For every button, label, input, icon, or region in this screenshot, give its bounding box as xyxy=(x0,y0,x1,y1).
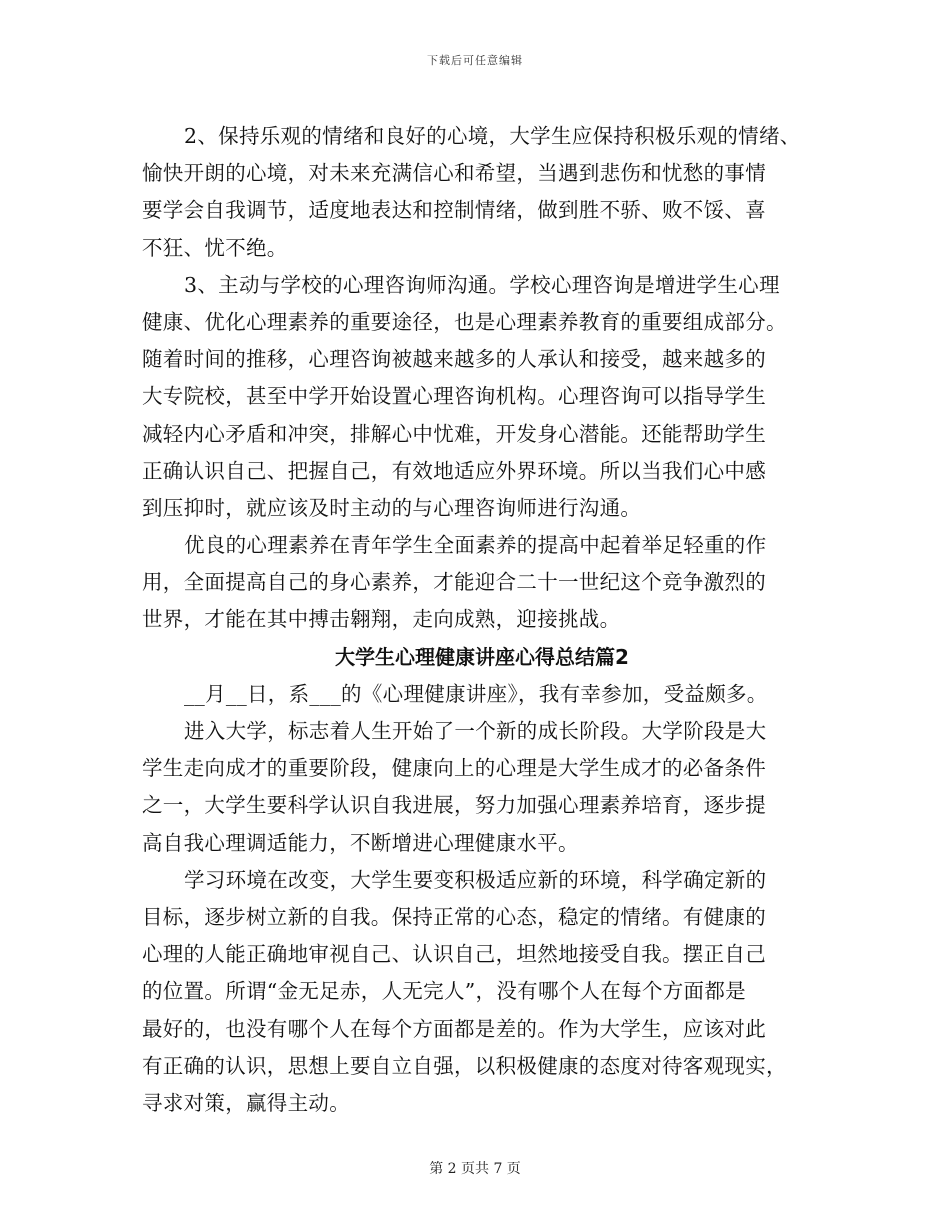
page-footer: 第 2 页共 7 页 xyxy=(429,1161,521,1177)
paragraph-line: __月__日，系___的《心理健康讲座》，我有幸参加，受益颇多。 xyxy=(184,681,768,706)
paragraph-line: 有正确的认识，思想上要自立自强，以积极健康的态度对待客观现实， xyxy=(142,1053,787,1078)
paragraph-line: 健康、优化心理素养的重要途径，也是心理素养教育的重要组成部分。 xyxy=(142,309,787,334)
paragraph-line: 学生走向成才的重要阶段，健康向上的心理是大学生成才的必备条件 xyxy=(142,756,766,781)
document-body xyxy=(142,118,822,1122)
paragraph-line: 3、主动与学校的心理咨询师沟通。学校心理咨询是增进学生心理 xyxy=(184,272,780,297)
section-title: 大学生心理健康讲座心得总结篇2 xyxy=(335,644,629,669)
paragraph-line: 寻求对策，赢得主动。 xyxy=(142,1090,350,1115)
paragraph-line: 2、保持乐观的情绪和良好的心境，大学生应保持积极乐观的情绪、 xyxy=(184,124,801,148)
paragraph-line: 最好的，也没有哪个人在每个方面都是差的。作为大学生，应该对此 xyxy=(142,1016,766,1041)
paragraph-line: 用，全面提高自己的身心素养，才能迎合二十一世纪这个竞争激烈的 xyxy=(142,570,766,595)
paragraph-line: 学习环境在改变，大学生要变积极适应新的环境，科学确定新的 xyxy=(184,867,767,892)
paragraph-line: 愉快开朗的心境，对未来充满信心和希望，当遇到悲伤和忧愁的事情 xyxy=(142,161,766,186)
page-header: 下载后可任意编辑 xyxy=(427,54,523,67)
paragraph-line: 世界，才能在其中搏击翱翔，走向成熟，迎接挑战。 xyxy=(142,607,621,632)
paragraph-line: 的位置。所谓“金无足赤，人无完人”，没有哪个人在每个方面都是 xyxy=(142,979,746,1004)
paragraph-line: 到压抑时，就应该及时主动的与心理咨询师进行沟通。 xyxy=(142,495,642,520)
paragraph-line: 不狂、忧不绝。 xyxy=(142,235,288,260)
paragraph-line: 心理的人能正确地审视自己、认识自己，坦然地接受自我。摆正自己 xyxy=(142,942,766,967)
paragraph-line: 之一，大学生要科学认识自我进展，努力加强心理素养培育，逐步提 xyxy=(142,793,766,818)
paragraph-line: 高自我心理调适能力，不断增进心理健康水平。 xyxy=(142,830,579,855)
paragraph-line: 进入大学，标志着人生开始了一个新的成长阶段。大学阶段是大 xyxy=(184,719,767,743)
paragraph-line: 要学会自我调节，适度地表达和控制情绪，做到胜不骄、败不馁、喜 xyxy=(142,198,766,223)
paragraph-line: 目标，逐步树立新的自我。保持正常的心态，稳定的情绪。有健康的 xyxy=(142,904,766,929)
paragraph-line: 减轻内心矛盾和冲突，排解心中忧难，开发身心潜能。还能帮助学生 xyxy=(142,421,766,446)
paragraph-line: 优良的心理素养在青年学生全面素养的提高中起着举足轻重的作 xyxy=(184,533,767,558)
paragraph-line: 正确认识自己、把握自己，有效地适应外界环境。所以当我们心中感 xyxy=(142,458,766,483)
paragraph-line: 随着时间的推移，心理咨询被越来越多的人承认和接受，越来越多的 xyxy=(142,347,766,372)
paragraph-line: 大专院校，甚至中学开始设置心理咨询机构。心理咨询可以指导学生 xyxy=(142,384,766,409)
